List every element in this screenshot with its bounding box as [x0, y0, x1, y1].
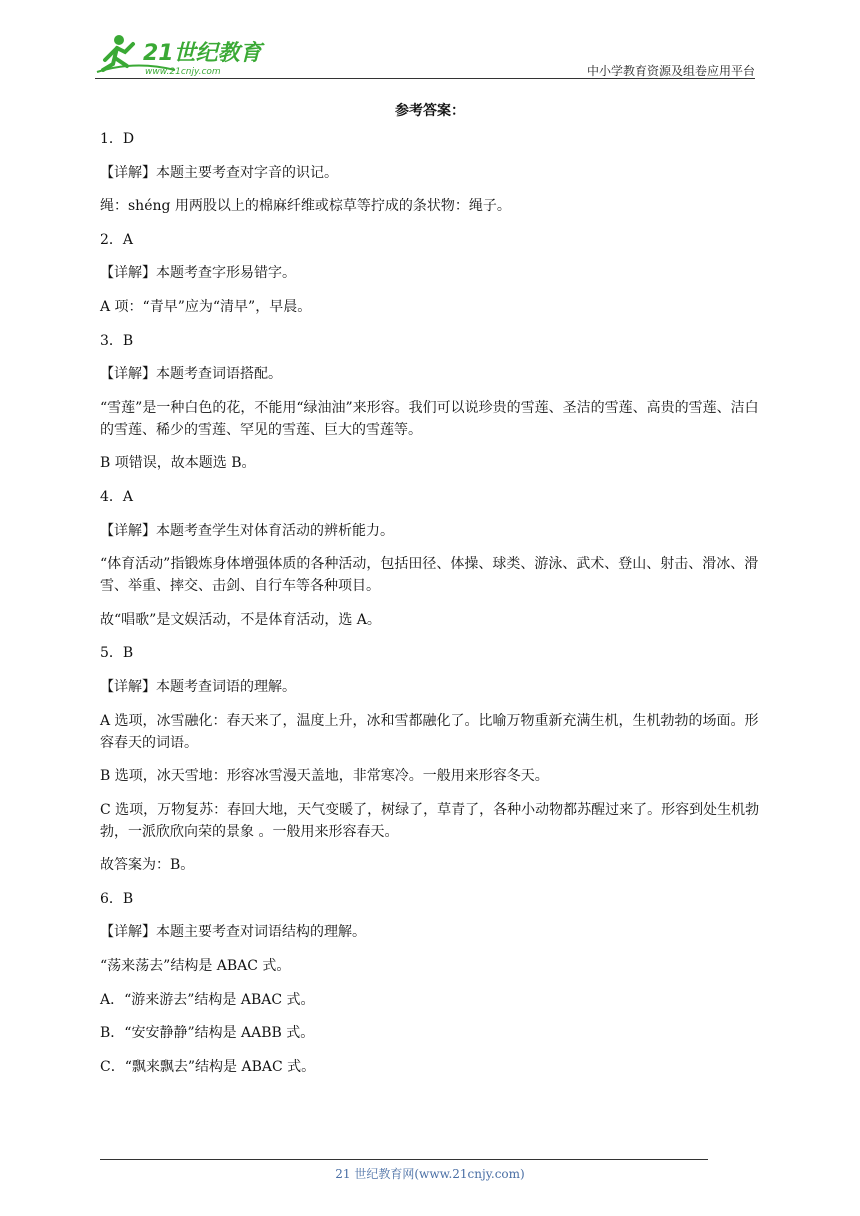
answer-content [100, 128, 762, 1089]
svg-text:21世纪教育: 21世纪教育 [143, 41, 262, 66]
footer-link[interactable]: 21 世纪教育网(www.21cnjy.com) [335, 1167, 525, 1181]
answer-line: 【详解】本题考查词语搭配。 [100, 366, 282, 383]
answer-line: 6．B [100, 890, 134, 907]
answer-line: C．“飘来飘去”结构是 ABAC 式。 [100, 1058, 316, 1075]
answer-line: 1．D [100, 131, 135, 147]
platform-name: 中小学教育资源及组卷应用平台 [586, 64, 755, 78]
answer-line: 故“唱歌”是文娱活动，不是体育活动，选 A。 [100, 611, 381, 628]
answer-line: 4．A [100, 488, 134, 505]
answer-line: A．“游来游去”结构是 ABAC 式。 [100, 991, 315, 1008]
answer-line: 3．B [100, 332, 134, 349]
answer-line: A 项：“青早”应为“清早”，早晨。 [100, 298, 312, 315]
logo [95, 30, 265, 78]
answer-line: “荡来荡去”结构是 ABAC 式。 [100, 958, 291, 975]
runner-logo-icon [95, 30, 265, 78]
answer-line: 2．A [100, 231, 134, 248]
answer-line: 【详解】本题主要考查对字音的识记。 [100, 164, 338, 181]
footer-divider [100, 1159, 708, 1160]
answer-line: B 选项，冰天雪地：形容冰雪漫天盖地，非常寒冷。一般用来形容冬天。 [100, 768, 549, 785]
answer-line: 【详解】本题考查学生对体育活动的辨析能力。 [100, 522, 394, 539]
answer-line: B．“安安静静”结构是 AABB 式。 [100, 1025, 315, 1042]
answer-line: “雪莲”是一种白色的花，不能用“绿油油”来形容。我们可以说珍贵的雪莲、圣洁的雪莲、高贵的雪莲、洁白的雪莲、稀少的雪莲、罕见的雪莲、巨大的雪莲等。 [100, 399, 759, 438]
answer-line: 故答案为：B。 [100, 857, 195, 874]
answer-line: 5．B [100, 645, 134, 662]
page-title: 参考答案： [395, 103, 465, 119]
page-header [95, 30, 755, 80]
svg-text:www.21cnjy.com: www.21cnjy.com [145, 67, 221, 77]
answer-line: 【详解】本题考查词语的理解。 [100, 678, 296, 695]
answer-line: 绳：shéng 用两股以上的棉麻纤维或棕草等拧成的条状物：绳子。 [100, 198, 511, 215]
answer-line: 【详解】本题考查字形易错字。 [100, 265, 296, 282]
answer-line: B 项错误，故本题选 B。 [100, 455, 256, 472]
answer-line: 【详解】本题主要考查对词语结构的理解。 [100, 924, 366, 941]
answer-line: C 选项，万物复苏：春回大地，天气变暖了，树绿了，草青了，各种小动物都苏醒过来了。形容到处生机勃勃，一派欣欣向荣的景象 。一般用来形容春天。 [100, 801, 760, 840]
header-divider [95, 78, 755, 79]
answer-line: “体育活动”指锻炼身体增强体质的各种活动，包括田径、体操、球类、游泳、武术、登山、射击、滑冰、滑雪、举重、摔交、击剑、自行车等各种项目。 [100, 556, 759, 595]
answer-line: A 选项，冰雪融化：春天来了，温度上升，冰和雪都融化了。比喻万物重新充满生机，生机勃勃的场面。形容春天的词语。 [100, 712, 759, 751]
